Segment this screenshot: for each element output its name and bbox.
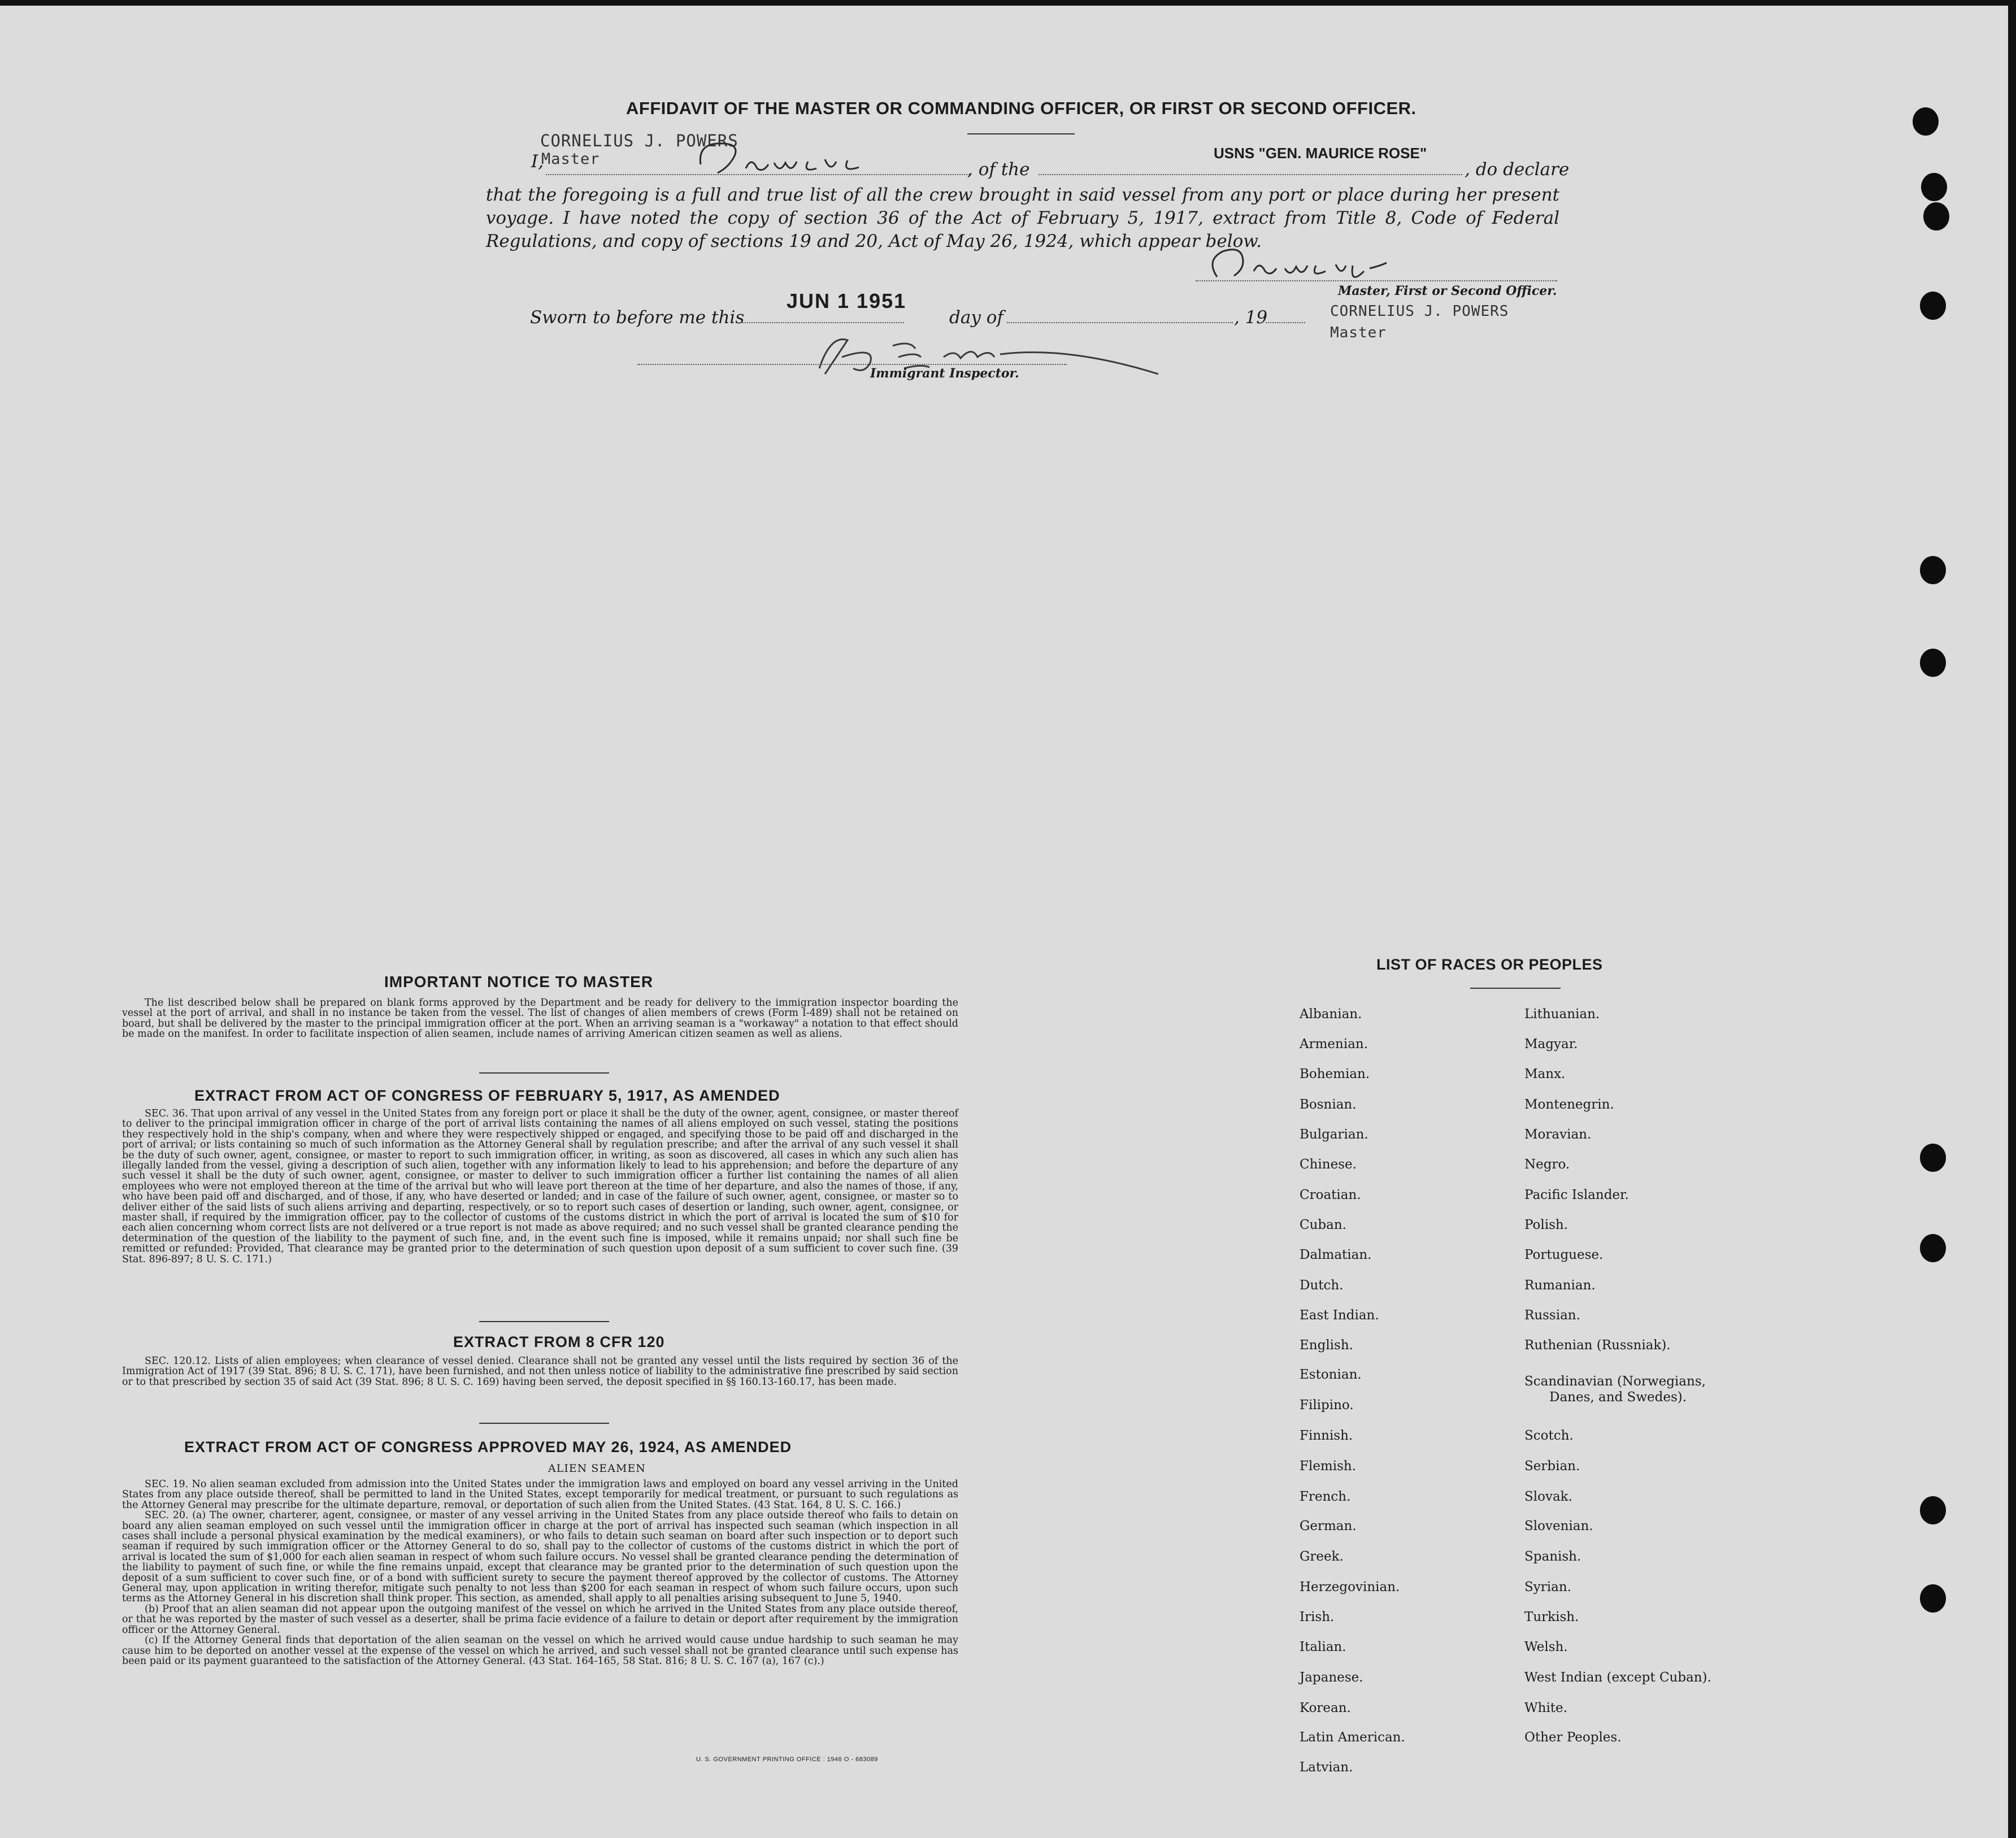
race-item: Latin American. bbox=[1300, 1730, 1405, 1745]
race-item: Bosnian. bbox=[1300, 1097, 1357, 1112]
race-item: Scotch. bbox=[1524, 1428, 1574, 1443]
race-item: Armenian. bbox=[1300, 1037, 1368, 1051]
notice-body bbox=[122, 998, 958, 1040]
race-item: Magyar. bbox=[1524, 1037, 1578, 1051]
race-item: Negro. bbox=[1524, 1157, 1570, 1172]
race-item: Scandinavian (Norwegians, bbox=[1524, 1374, 1706, 1389]
inspector-caption: Immigrant Inspector. bbox=[870, 366, 1019, 381]
binder-hole bbox=[1920, 1496, 1946, 1524]
section-divider bbox=[479, 1072, 609, 1074]
signer-caption: Master, First or Second Officer. bbox=[1338, 284, 1557, 298]
race-item: Latvian. bbox=[1300, 1760, 1353, 1775]
race-item: Chinese. bbox=[1300, 1157, 1357, 1172]
scan-border-right bbox=[2008, 0, 2016, 1838]
vessel-name: USNS "GEN. MAURICE ROSE" bbox=[1214, 145, 1427, 162]
affidavit-title: AFFIDAVIT OF THE MASTER OR COMMANDING OFFICER, OR FIRST OR SECOND OFFICER. bbox=[626, 98, 1417, 118]
race-item: Irish. bbox=[1300, 1610, 1335, 1624]
year-prefix: , 19 bbox=[1234, 307, 1268, 328]
race-item: Serbian. bbox=[1524, 1459, 1580, 1474]
race-item: Slovak. bbox=[1524, 1489, 1572, 1504]
race-item: West Indian (except Cuban). bbox=[1524, 1670, 1711, 1685]
i-label: I, bbox=[531, 151, 544, 172]
extract-cfr-paragraph: SEC. 120.12. Lists of alien employees; when clearance of vessel denied. Clearance shall not be granted any vessel until the lists required by section 36 of the Immigration Act of 1917 (39 Stat. 896; 8 U. S. C. 171), have been furnished, and not then unless notice of liability to the administrative fine prescribed by said section or to that prescribed by section 35 of said Act (39 Stat. 896; 8 U. S. C. 169) having been served, the deposit specified in §§ 160.13-160.17, has been made. bbox=[122, 1355, 958, 1388]
do-declare-label: , do declare bbox=[1465, 159, 1570, 180]
race-item: Cuban. bbox=[1300, 1218, 1346, 1232]
binder-hole bbox=[1920, 649, 1946, 677]
race-item: Montenegrin. bbox=[1524, 1097, 1614, 1112]
race-item: Korean. bbox=[1300, 1701, 1351, 1715]
section-divider bbox=[479, 1423, 609, 1424]
master-signature-top bbox=[695, 133, 910, 184]
sworn-label: Sworn to before me this bbox=[530, 307, 745, 328]
extract-cfr-body bbox=[122, 1356, 958, 1387]
extract-1917-paragraph: SEC. 36. That upon arrival of any vessel in the United States from any foreign port or place it shall be the duty of the owner, agent, consignee, or master thereof to deliver to the principal immigration officer in charge of the port of arrival lists containing the names of all aliens employed on such vessel, stating the positions they respectively hold in the ship's company, when and where they were respectively shipped or engaged, and specifying those to be paid off and discharged in the port of arrival; or lists containing so much of such information as the Attorney General shall by regulation prescribe; and after the arrival of any such vessel it shall be the duty of such owner, agent, consignee, or master to report to such immigration officer, in writing, as soon as discovered, all cases in which any such alien has illegally landed from the vessel, giving a description of such alien, together with any information likely to lead to his apprehension; and before the departure of any such vessel it shall be the duty of such owner, agent, consignee, or master to deliver to such immigration officer a further list containing the names of all alien employees who were not employed thereon at the time of the arrival but who will leave port thereon at the time of her departure, and also the names of those, if any, who have been paid off and discharged, and of those, if any, who have deserted or landed; and in case of the failure of such owner, agent, consignee, or master so to deliver either of the said lists of such aliens arriving and departing, respectively, or so to report such cases of desertion or landing, such owner, agent, consignee, or master shall, if required by the immigration officer, pay to the collector of customs of the customs district in which the port of arrival is located the sum of $10 for each alien concerning whom correct lists are not delivered or a true report is not made as above required; and no such vessel shall be granted clearance pending the determination of the question of the liability to the payment of such fine, and, in the event such fine is imposed, while it remains unpaid; nor shall such fine be remitted or refunded: Provided, That clearance may be granted prior to the determination of such question upon deposit of a sum sufficient to cover such fine. (39 Stat. 896-897; 8 U. S. C. 171.) bbox=[122, 1108, 958, 1265]
race-item: Herzegovinian. bbox=[1300, 1580, 1400, 1594]
race-item: English. bbox=[1300, 1338, 1353, 1353]
year-line bbox=[1266, 322, 1305, 323]
notice-heading: IMPORTANT NOTICE TO MASTER bbox=[384, 973, 654, 990]
section-divider bbox=[479, 1321, 609, 1322]
binder-hole bbox=[1920, 1234, 1946, 1262]
race-item: White. bbox=[1524, 1701, 1567, 1715]
race-item: Turkish. bbox=[1524, 1610, 1579, 1624]
race-item: Syrian. bbox=[1524, 1580, 1571, 1594]
race-item: Filipino. bbox=[1300, 1398, 1354, 1413]
inspector-line bbox=[637, 364, 1067, 365]
title-rule bbox=[967, 133, 1075, 134]
extract-cfr-heading: EXTRACT FROM 8 CFR 120 bbox=[453, 1333, 665, 1350]
binder-hole bbox=[1920, 292, 1946, 320]
sec-20a-paragraph: SEC. 20. (a) The owner, charterer, agent, consignee, or master of any vessel arriving in the United States from any place outside thereof who fails to detain on board any alien seaman employed on such vessel until the immigration officer in charge at the port of arrival has inspected such seaman (which inspection in all cases shall include a personal physical examination by the medical examiners), or who fails to detain such seaman on board after such inspection or to deport such seaman if required by such immigration officer or the Attorney General to do so, shall pay to the collector of customs of the customs district in which the port of arrival is located the sum of $1,000 for each alien seaman in respect of whom such failure occurs. No vessel shall be granted clearance pending the determination of the liability to payment of such fine, or while the fine remains unpaid, except that clearance may be granted prior to the determination of such question upon the deposit of a sum sufficient to cover such fine, or of a bond with sufficient surety to secure the payment thereof approved by the collector of customs. The Attorney General may, upon application in writing therefor, mitigate such penalty to not less than $200 for each seaman in respect of whom such failure occurs, upon such terms as the Attorney General in his discretion shall think proper. This section, as amended, shall apply to all penalties arising subsequent to June 5, 1940. bbox=[122, 1510, 958, 1605]
typed-master-name: CORNELIUS J. POWERS bbox=[540, 131, 738, 150]
race-item: Manx. bbox=[1524, 1067, 1566, 1081]
race-item: Lithuanian. bbox=[1524, 1007, 1600, 1022]
races-rule bbox=[1470, 988, 1561, 989]
race-item: Greek. bbox=[1300, 1549, 1344, 1564]
race-item: Finnish. bbox=[1300, 1428, 1353, 1443]
race-item: Albanian. bbox=[1300, 1007, 1362, 1022]
binder-hole bbox=[1920, 556, 1946, 584]
race-item: Russian. bbox=[1524, 1308, 1580, 1323]
master-signature-line bbox=[1196, 280, 1557, 281]
affidavit-body: that the foregoing is a full and true list of all the crew brought in said vessel from any port or place during her present voyage. I have noted the copy of section 36 of the Act of February 5, 1917, extract from Title 8, Code of Federal Regulations, and copy of sections 19 and 20, Act of May 26, 1924, which appear below. bbox=[486, 185, 1559, 251]
race-item: Bohemian. bbox=[1300, 1067, 1370, 1081]
race-item: Flemish. bbox=[1300, 1459, 1357, 1474]
binder-hole bbox=[1921, 173, 1947, 201]
day-of-label: day of bbox=[949, 307, 1003, 328]
race-item: German. bbox=[1300, 1519, 1357, 1533]
race-item: Bulgarian. bbox=[1300, 1127, 1368, 1142]
binder-hole bbox=[1920, 1144, 1946, 1172]
race-item: Portuguese. bbox=[1524, 1248, 1604, 1262]
extract-1924-body bbox=[122, 1479, 958, 1666]
race-item: French. bbox=[1300, 1489, 1351, 1504]
scan-border-top bbox=[0, 0, 2016, 6]
race-item: Danes, and Swedes). bbox=[1549, 1390, 1687, 1405]
race-item: Slovenian. bbox=[1524, 1519, 1593, 1533]
race-item: Polish. bbox=[1524, 1218, 1569, 1232]
race-item: Pacific Islander. bbox=[1524, 1188, 1629, 1202]
race-item: Other Peoples. bbox=[1524, 1730, 1622, 1745]
race-item: Dutch. bbox=[1300, 1278, 1344, 1293]
signer-typed-name: CORNELIUS J. POWERS bbox=[1330, 303, 1509, 320]
race-item: Estonian. bbox=[1300, 1367, 1362, 1382]
race-item: Italian. bbox=[1300, 1640, 1346, 1654]
signer-typed-rank: Master bbox=[1330, 324, 1387, 341]
typed-master-rank: Master bbox=[541, 150, 600, 168]
alien-seamen-subheading: ALIEN SEAMEN bbox=[548, 1462, 646, 1475]
race-item: Ruthenian (Russniak). bbox=[1524, 1338, 1671, 1353]
sec-20b-paragraph: (b) Proof that an alien seaman did not appear upon the outgoing manifest of the vessel on which he arrived in the United States from any place outside thereof, or that he was reported by the master of such vessel as a deserter, shall be prima facie evidence of a failure to detain or deport after requirement by the immigration officer or the Attorney General. bbox=[122, 1603, 958, 1636]
sec-20c-paragraph: (c) If the Attorney General finds that deportation of the alien seaman on the vessel on which he arrived would cause undue hardship to such seaman he may cause him to be deported on another vessel at the expense of the vessel on which he arrived, and such vessel shall not be granted clearance until such expense has been paid or its payment guaranteed to the satisfaction of the Attorney General. (43 Stat. 164-165, 58 Stat. 816; 8 U. S. C. 167 (a), 167 (c).) bbox=[122, 1635, 958, 1667]
printer-imprint: U. S. GOVERNMENT PRINTING OFFICE : 1946 O - 683089 bbox=[696, 1756, 878, 1763]
race-item: East Indian. bbox=[1300, 1308, 1379, 1323]
binder-hole bbox=[1913, 107, 1939, 136]
race-item: Dalmatian. bbox=[1300, 1248, 1372, 1262]
sec-19-paragraph: SEC. 19. No alien seaman excluded from admission into the United States under the immigration laws and employed on board any vessel arriving in the United States from any place outside thereof, shall be permitted to land in the United States, except temporarily for medical treatment, or pursuant to such regulations as the Attorney General may prescribe for the ultimate departure, removal, or deportation of such alien from the United States. (43 Stat. 164, 8 U. S. C. 166.) bbox=[122, 1479, 958, 1511]
stamped-date: JUN 1 1951 bbox=[787, 289, 907, 312]
race-item: Rumanian. bbox=[1524, 1278, 1596, 1293]
binder-hole bbox=[1923, 202, 1949, 231]
extract-1917-body bbox=[122, 1109, 958, 1265]
race-item: Croatian. bbox=[1300, 1188, 1361, 1202]
race-item: Moravian. bbox=[1524, 1127, 1592, 1142]
race-item: Welsh. bbox=[1524, 1640, 1568, 1654]
vessel-line bbox=[1039, 174, 1462, 175]
of-the-label: , of the bbox=[967, 159, 1030, 180]
races-heading: LIST OF RACES OR PEOPLES bbox=[1376, 956, 1603, 973]
race-item: Spanish. bbox=[1524, 1549, 1581, 1564]
binder-hole bbox=[1920, 1584, 1946, 1613]
notice-paragraph: The list described below shall be prepared on blank forms approved by the Department and be ready for delivery to the immigration inspector boarding the vessel at the port of arrival, and shall in no instance be taken from the vessel. The list of changes of alien members of crews (Form I-489) shall not be retained on board, but shall be delivered by the master to the principal immigration officer at the port. When an arriving seaman is a "workaway" a notation to that effect should be made on the manifest. In order to facilitate inspection of alien seamen, include names of arriving American citizen seamen as well as aliens. bbox=[122, 997, 958, 1040]
extract-1917-heading: EXTRACT FROM ACT OF CONGRESS OF FEBRUARY 5, 1917, AS AMENDED bbox=[194, 1087, 780, 1104]
extract-1924-heading: EXTRACT FROM ACT OF CONGRESS APPROVED MAY 26, 1924, AS AMENDED bbox=[184, 1439, 792, 1455]
race-item: Japanese. bbox=[1300, 1670, 1363, 1685]
